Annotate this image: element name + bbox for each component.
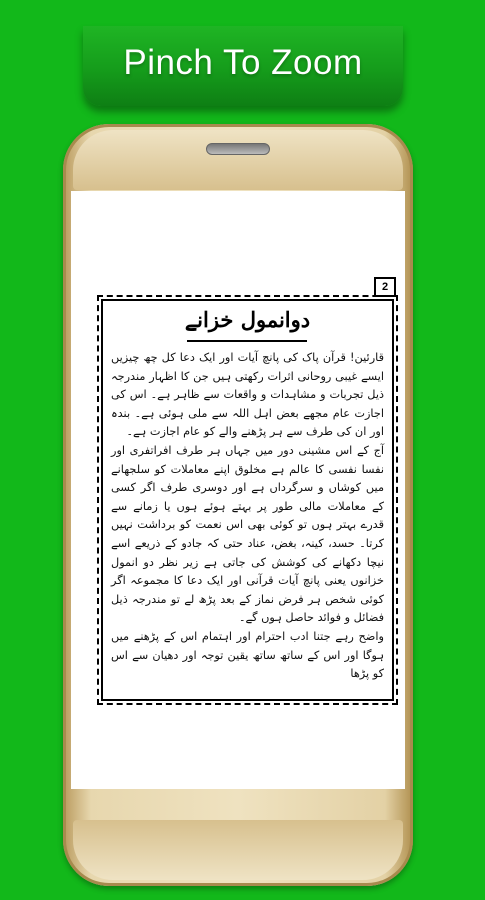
page-number-badge: 2	[374, 277, 396, 297]
phone-bottom-bezel	[73, 820, 403, 880]
page-title: دوانمول خزانے	[184, 307, 311, 332]
paragraph: واضح رہے جتنا ادب احترام اور اہتمام اس کے پڑھنے میں ہوگا اور اس کے ساتھ ساتھ یقین توجہ اور دھیان سے اس کو پڑھا	[111, 629, 384, 681]
phone-top-bezel	[73, 130, 403, 190]
banner-label: Pinch To Zoom	[123, 43, 363, 82]
paragraph: قارئین! قرآن پاک کی پانچ آیات اور ایک دعا کل چھ چیزیں ایسے غیبی روحانی اثرات رکھتی ہیں جن کا اظہار مندرجہ ذیل تجربات و مشاہدات و واقعات سے ظاہر ہے۔ اس کی اجازت عام مجھے بعض اہل اللہ سے ملی ہوئی ہے۔ بندہ اور ان کی طرف سے ہر پڑھنے والے کو عام اجازت ہے۔	[111, 351, 384, 439]
paragraph: آج کے اس مشینی دور میں جہاں ہر طرف افراتفری اور نفسا نفسی کا عالم ہے مخلوق اپنے معاملات کو سلجھانے میں کوشاں و سرگرداں ہے اور دوسری طرف اگر کسی کے معاملات مالی طور پر بہتے ہوئے ہوں یا زمانے سے قدرے بہتر ہوں تو کوئی بھی اس نعمت کو برداشت نہیں کرتا۔ حسد، کینہ، بغض، عناد حتی کہ جادو کے ذریعے اسے نیچا دکھانے کی کوشش کی جاتی ہے زیر نظر دو انمول خزانوں یعنی پانچ آیات قرآنی اور ایک دعا کا مجموعہ اگر کوئی شخص ہر فرض نماز کے بعد پڑھ لے تو مندرجہ ذیل فضائل و فوائد حاصل ہوں گے۔	[111, 443, 384, 625]
speaker-grille-icon	[206, 143, 270, 155]
phone-frame	[63, 124, 413, 886]
pinch-to-zoom-banner	[83, 26, 403, 106]
page-body	[111, 349, 384, 684]
page-content-frame	[97, 295, 398, 705]
phone-screen[interactable]	[71, 191, 405, 789]
title-underline	[187, 340, 307, 342]
